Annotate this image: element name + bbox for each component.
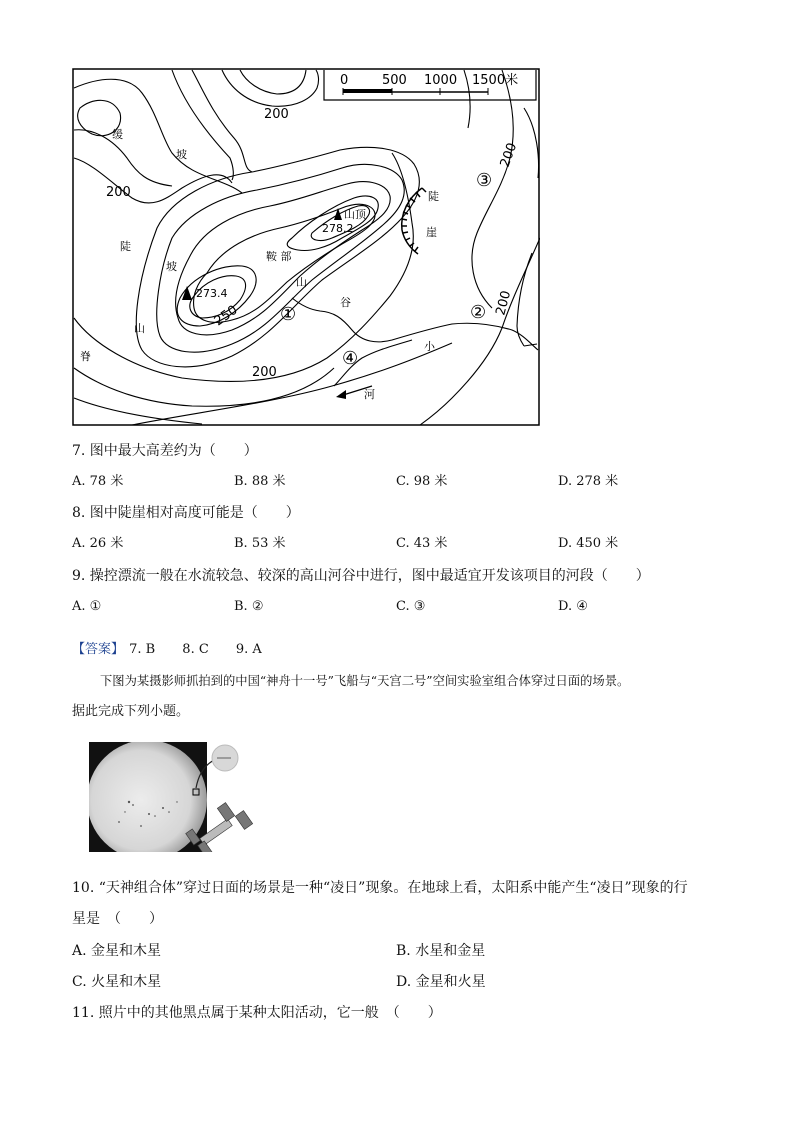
- scale-tick-0: 0: [340, 73, 349, 88]
- marker-1: ①: [280, 304, 297, 325]
- label-steep-slope-1: 陡: [120, 240, 131, 253]
- q10-option-b[interactable]: B. 水星和金星: [396, 943, 486, 959]
- contour-label-200-top: 200: [264, 107, 289, 122]
- answer-8: 8. C: [182, 642, 209, 657]
- label-valley-1: 山: [296, 276, 307, 289]
- question-7-stem: 7. 图中最大高差约为（ ）: [72, 443, 258, 459]
- q9-option-a[interactable]: A. ①: [72, 599, 102, 614]
- q7-option-b[interactable]: B. 88 米: [234, 474, 286, 489]
- answer-tag: 【答案】: [72, 642, 125, 657]
- sun-image: [89, 742, 255, 852]
- label-valley-2: 谷: [340, 296, 351, 309]
- peak-elevation: 273.4: [196, 287, 228, 300]
- topographic-map: [72, 68, 540, 426]
- label-ridge-2: 脊: [80, 350, 91, 363]
- topographic-map-figure: [72, 68, 540, 426]
- question-10-stem-line-2: 星是 （ ）: [72, 911, 163, 927]
- label-cliff-2: 崖: [426, 226, 437, 239]
- intro-line-2: 据此完成下列小题。: [72, 704, 190, 719]
- question-10-stem-line-1: 10. “天神组合体”穿过日面的场景是一种“凌日”现象。在地球上看，太阳系中能产生“凌日”现象的行: [72, 880, 688, 896]
- q7-option-c[interactable]: C. 98 米: [396, 474, 448, 489]
- answer-line: [72, 638, 262, 657]
- q7-option-d[interactable]: D. 278 米: [558, 474, 619, 489]
- q10-option-a[interactable]: A. 金星和木星: [72, 943, 162, 959]
- answer-7: 7. B: [129, 642, 156, 657]
- label-ridge-1: 山: [134, 322, 145, 335]
- question-11-stem: 11. 照片中的其他黑点属于某种太阳活动，它一般 （ ）: [72, 1005, 442, 1021]
- q8-option-a[interactable]: A. 26 米: [72, 536, 124, 551]
- contour-label-200-bottom: 200: [252, 365, 277, 380]
- q8-option-c[interactable]: C. 43 米: [396, 536, 448, 551]
- q9-option-c[interactable]: C. ③: [396, 599, 426, 614]
- marker-2: ②: [470, 302, 487, 323]
- answer-9: 9. A: [235, 642, 262, 657]
- scale-tick-500: 500: [382, 73, 407, 88]
- label-gentle-slope-1: 缓: [112, 128, 123, 141]
- label-steep-slope-2: 坡: [166, 260, 177, 273]
- q9-option-b[interactable]: B. ②: [234, 599, 264, 614]
- label-gentle-slope-2: 坡: [176, 148, 187, 161]
- scale-tick-1500: 1500米: [472, 73, 519, 88]
- label-river-2: 河: [364, 388, 375, 401]
- contour-label-200-river: 200: [493, 289, 515, 318]
- contour-label-200-left: 200: [106, 185, 131, 200]
- marker-3: ③: [476, 170, 493, 191]
- label-cliff-1: 陡: [428, 190, 439, 203]
- contour-label-200-right: 200: [497, 140, 521, 170]
- q7-option-a[interactable]: A. 78 米: [72, 474, 124, 489]
- intro-line-1: 下图为某摄影师抓拍到的中国“神舟十一号”飞船与“天宫二号”空间实验室组合体穿过日面的场景。: [100, 674, 630, 688]
- q10-option-d[interactable]: D. 金星和火星: [396, 974, 486, 990]
- marker-4: ④: [342, 348, 359, 369]
- label-saddle: 鞍 部: [266, 250, 292, 263]
- q8-option-d[interactable]: D. 450 米: [558, 536, 619, 551]
- solar-transit-photo: [89, 742, 255, 852]
- question-8-stem: 8. 图中陡崖相对高度可能是（ ）: [72, 505, 300, 521]
- q10-option-c[interactable]: C. 火星和木星: [72, 974, 162, 990]
- contour-label-250: 250: [211, 302, 241, 330]
- label-summit: 山顶: [344, 208, 366, 221]
- summit-elevation: 278.2: [322, 222, 354, 235]
- label-river-1: 小: [424, 340, 435, 353]
- question-9-stem: 9. 操控漂流一般在水流较急、较深的高山河谷中进行，图中最适宜开发该项目的河段（ ）: [72, 568, 650, 584]
- q9-option-d[interactable]: D. ④: [558, 599, 588, 614]
- scale-bar: [324, 70, 536, 100]
- q8-option-b[interactable]: B. 53 米: [234, 536, 286, 551]
- scale-tick-1000: 1000: [424, 73, 458, 88]
